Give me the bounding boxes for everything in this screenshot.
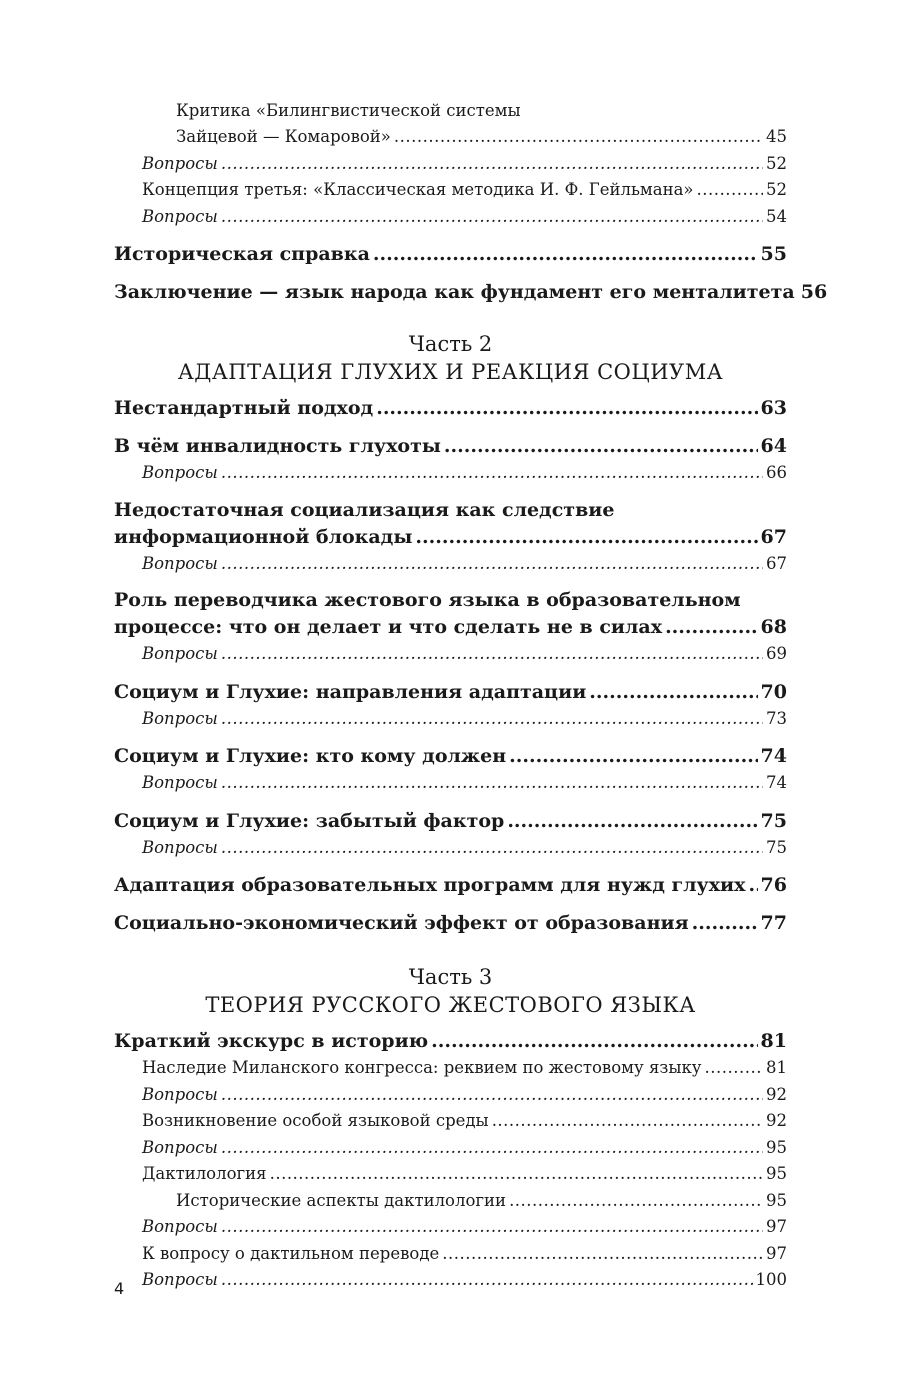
toc-entry-page: 75: [766, 837, 787, 857]
toc-entry-title: Концепция третья: «Классическая методика И. Ф. Гейльмана»: [142, 180, 694, 199]
toc-entry-leader: [221, 204, 763, 231]
toc-entry-title: Вопросы: [142, 644, 218, 663]
toc-entry-title: Вопросы: [142, 153, 218, 173]
toc-block-part1-end: [114, 98, 828, 306]
toc-entry-title: В чём инвалидность глухоты: [114, 435, 441, 457]
toc-entry-questions: [114, 460, 787, 487]
toc-entry-page: 66: [766, 463, 787, 482]
toc-entry-questions: [114, 151, 787, 178]
toc-entry-page: 74: [760, 745, 787, 767]
toc-entry-title: Вопросы: [142, 837, 218, 857]
toc-entry-page: 100: [755, 1270, 787, 1289]
toc-entry: [114, 807, 787, 835]
toc-entry-title: Адаптация образовательных программ для нужд глухих: [114, 874, 746, 896]
toc-entry: [114, 909, 787, 937]
toc-entry-title: Социум и Глухие: направления адаптации: [114, 680, 587, 703]
toc-entry-leader: [221, 770, 763, 797]
toc-entry: [114, 523, 787, 551]
toc-entry-line: Недостаточная социализация как следствие: [114, 498, 615, 521]
toc-entry-title: Вопросы: [142, 1217, 218, 1236]
part2-heading: [114, 330, 787, 386]
toc-entry-leader: [221, 1135, 763, 1162]
toc-entry-title: Социально-экономический эффект от образования: [114, 912, 689, 934]
toc-entry-leader: [270, 1161, 763, 1188]
part3-heading: [114, 963, 787, 1019]
toc-entry: [114, 394, 787, 422]
toc-entry-title: информационной блокады: [114, 525, 413, 548]
toc-entry: [114, 678, 787, 706]
toc-entry-questions: [114, 551, 787, 578]
toc-entry-leader: [492, 1108, 763, 1135]
toc-entry: [114, 240, 787, 268]
toc-entry-questions: [114, 770, 787, 797]
toc-entry-page: 45: [766, 127, 787, 146]
page-number: 4: [114, 1279, 125, 1298]
part3-title: ТЕОРИЯ РУССКОГО ЖЕСТОВОГО ЯЗЫКА: [205, 993, 696, 1017]
part2-title: АДАПТАЦИЯ ГЛУХИХ И РЕАКЦИЯ СОЦИУМА: [177, 360, 724, 384]
toc-entry-leader: [665, 613, 757, 641]
toc-entry-questions: [114, 1214, 787, 1241]
toc-entry-questions: [114, 204, 787, 231]
toc-entry-title: Историческая справка: [114, 243, 370, 265]
toc-entry-page: 56: [800, 281, 828, 303]
toc-entry-leader: [705, 1055, 763, 1082]
toc-entry-leader: [509, 1188, 763, 1215]
toc-entry-page: 77: [760, 912, 787, 934]
toc-entry-page: 70: [760, 680, 787, 703]
toc-entry-leader: [442, 1241, 763, 1268]
toc-entry-questions: [114, 1082, 787, 1109]
toc-entry-leader: [509, 742, 757, 770]
toc-entry-page: 81: [760, 1030, 787, 1052]
toc-entry: [114, 124, 787, 151]
toc-entry-title: Вопросы: [142, 206, 218, 226]
part3-label: Часть 3: [408, 965, 493, 989]
toc-entry-page: 97: [766, 1243, 787, 1263]
toc-entry: [114, 1161, 787, 1188]
toc-entry: [114, 278, 828, 306]
toc-entry-title: Нестандартный подход: [114, 397, 374, 419]
toc-entry-questions: [114, 706, 787, 733]
toc-entry-leader: [415, 523, 757, 551]
toc-entry-leader: [221, 1082, 763, 1109]
toc-entry: [114, 871, 787, 899]
toc-entry-leader: [697, 177, 763, 204]
toc-entry: [114, 177, 787, 204]
toc-entry-title: Исторические аспекты дактилологии: [176, 1190, 507, 1210]
toc-entry-questions: [114, 835, 787, 862]
toc-entry-title: Заключение — язык народа как фундамент его менталитета: [114, 281, 795, 303]
toc-entry-title: Вопросы: [142, 553, 218, 573]
toc-entry-page: 54: [766, 206, 787, 226]
toc-entry-line: Роль переводчика жестового языка в образовательном: [114, 589, 741, 611]
toc-entry-title: Вопросы: [142, 708, 218, 728]
toc-entry-page: 92: [766, 1111, 787, 1130]
toc-entry-title: Вопросы: [142, 1270, 218, 1289]
toc-entry-leader: [692, 909, 758, 937]
toc-entry-page: 95: [766, 1137, 787, 1157]
part2-label: Часть 2: [408, 332, 493, 356]
toc-entry-page: 92: [766, 1084, 787, 1104]
toc-entry: [114, 1027, 787, 1055]
table-of-contents: [114, 98, 828, 1294]
toc-entry-page: 52: [766, 180, 787, 199]
toc-entry-leader: [221, 835, 763, 862]
toc-entry-page: 64: [760, 435, 787, 457]
toc-entry-title: Зайцевой — Комаровой»: [176, 127, 391, 146]
toc-entry-page: 52: [766, 153, 787, 173]
toc-block-part2: [114, 394, 787, 937]
toc-entry-title: Возникновение особой языковой среды: [142, 1111, 489, 1130]
toc-entry-leader: [221, 151, 763, 178]
toc-entry: [114, 1188, 787, 1215]
toc-entry-title: Вопросы: [142, 1137, 218, 1157]
toc-entry-page: 73: [766, 708, 787, 728]
toc-entry-page: 95: [766, 1164, 787, 1183]
toc-entry-leader: [373, 240, 758, 268]
toc-entry-page: 97: [766, 1217, 787, 1236]
toc-entry-title: Социум и Глухие: кто кому должен: [114, 745, 507, 767]
toc-entry-page: 67: [766, 553, 787, 573]
toc-entry-page: 68: [760, 616, 787, 638]
toc-entry-questions: [114, 1135, 787, 1162]
toc-entry-title: Социум и Глухие: забытый фактор: [114, 809, 505, 832]
toc-entry-page: 95: [766, 1190, 787, 1210]
toc-entry: [114, 613, 787, 641]
toc-entry-leader: [221, 1267, 753, 1294]
toc-entry-page: 69: [766, 644, 787, 663]
toc-entry-leader: [221, 460, 763, 487]
toc-entry-page: 76: [760, 874, 787, 896]
toc-entry-leader: [748, 871, 757, 899]
toc-entry-questions: [114, 641, 787, 668]
toc-entry-leader: [376, 394, 757, 422]
toc-entry-leader: [507, 807, 757, 835]
toc-entry-page: 67: [760, 525, 787, 548]
toc-entry-page: 75: [760, 809, 787, 832]
toc-entry-leader: [221, 1214, 763, 1241]
toc-entry-leader: [589, 678, 757, 706]
toc-entry-title: процессе: что он делает и что сделать не в силах: [114, 616, 663, 638]
toc-entry: [114, 1055, 787, 1082]
toc-entry: [114, 1241, 787, 1268]
toc-entry: [114, 1108, 787, 1135]
toc-entry-page: 55: [760, 243, 787, 265]
toc-entry-leader: [221, 551, 763, 578]
toc-entry-questions: [114, 1267, 787, 1294]
toc-entry-title: Вопросы: [142, 1084, 218, 1104]
toc-entry-leader: [444, 432, 758, 460]
toc-entry-title: Вопросы: [142, 463, 218, 482]
toc-block-part3: [114, 1027, 787, 1294]
toc-entry-page: 74: [766, 773, 787, 792]
toc-entry-leader: [394, 124, 763, 151]
toc-entry-page: 81: [766, 1058, 787, 1077]
toc-entry-leader: [221, 706, 763, 733]
toc-entry-title: Вопросы: [142, 773, 218, 792]
toc-entry-page: 63: [760, 397, 787, 419]
toc-entry: [114, 742, 787, 770]
toc-entry-leader: [221, 641, 763, 668]
toc-entry-title: К вопросу о дактильном переводе: [142, 1243, 440, 1263]
toc-entry-leader: [431, 1027, 757, 1055]
toc-entry-title: Дактилология: [142, 1164, 267, 1183]
toc-entry: [114, 432, 787, 460]
toc-entry-title: Краткий экскурс в историю: [114, 1030, 429, 1052]
toc-entry-title: Наследие Миланского конгресса: реквием по жестовому языку: [142, 1058, 702, 1077]
toc-entry-line: Критика «Билингвистической системы: [176, 101, 521, 120]
